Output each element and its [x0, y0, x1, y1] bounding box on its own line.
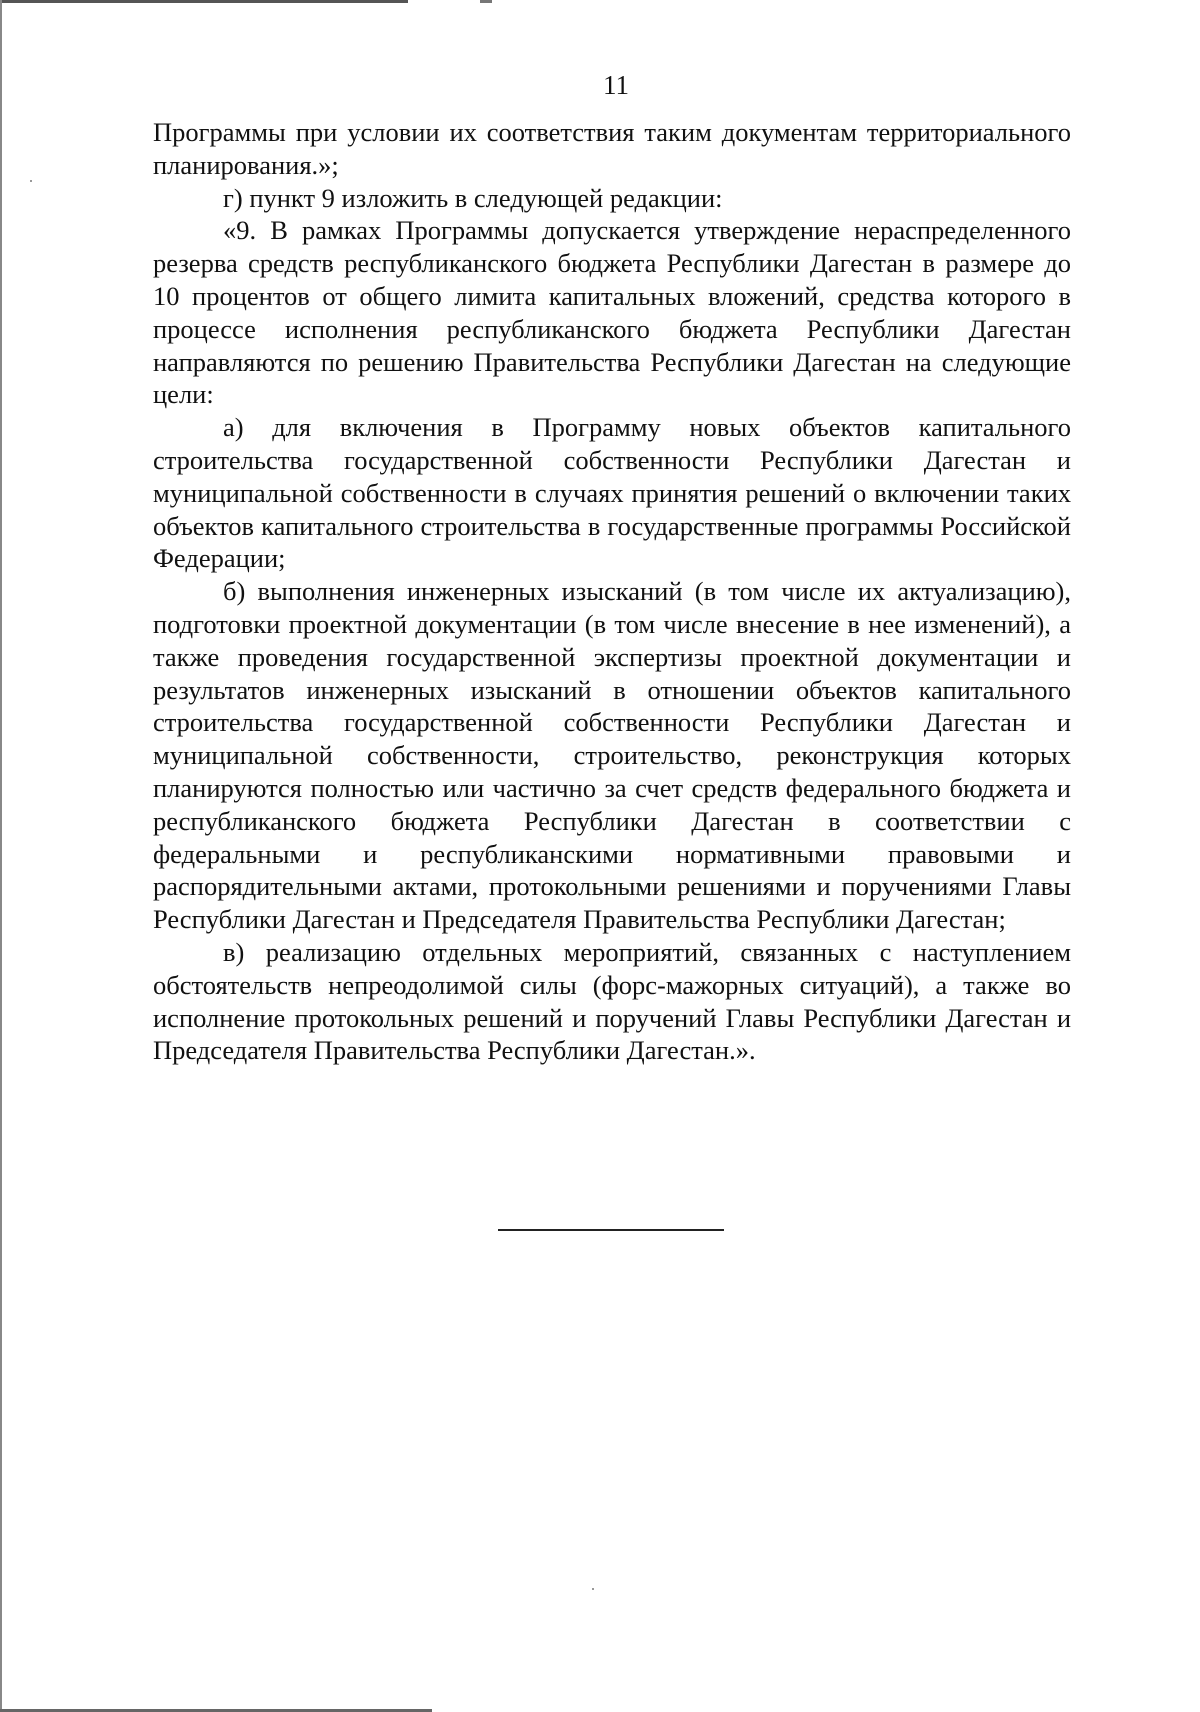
scan-edge-left: [0, 0, 2, 1712]
paragraph-point-9: «9. В рамках Программы допускается утверждение нераспределенного резерва средств республиканского бюджета Республики Дагестан в размере до 10 процентов от общего лимита капитальных вложений, средства которого в процессе исполнения республиканского бюджета Республики Дагестан направляются по решению Правительства Республики Дагестан на следующие цели:: [153, 215, 1071, 410]
end-separator-line: [498, 1229, 724, 1231]
paragraph-subitem-v: в) реализацию отдельных мероприятий, связанных с наступлением обстоятельств непреодолимой силы (форс-мажорных ситуаций), а также во исполнение протокольных решений и поручений Главы Республики Дагестан и Председателя Правительства Республики Дагестан.».: [153, 936, 1071, 1066]
scan-edge-top: [0, 0, 1200, 3]
scan-speck: [592, 1588, 594, 1590]
document-body: [153, 116, 1071, 1067]
paragraph-subitem-a: а) для включения в Программу новых объектов капитального строительства государственной собственности Республики Дагестан и муниципальной собственности в случаях принятия решений о включении таких объектов капитального строительства в государственные программы Российской Федерации;: [153, 412, 1071, 574]
paragraph-item-g: г) пункт 9 изложить в следующей редакции:: [223, 182, 723, 213]
page-number: 11: [603, 70, 629, 100]
scan-speck: [30, 180, 32, 182]
paragraph-subitem-b: б) выполнения инженерных изысканий (в том числе их актуализацию), подготовки проектной документации (в том числе внесение в нее изменений), а также проведения государственной экспертизы проектной документации и результатов инженерных изысканий в отношении объектов капитального строительства государственной собственности Республики Дагестан и муниципальной собственности, строительство, реконструкция которых планируются полностью или частично за счет средств федерального бюджета и республиканского бюджета Республики Дагестан в соответствии с федеральными и республиканскими нормативными правовыми и распорядительными актами, протокольными решениями и поручениями Главы Республики Дагестан и Председателя Правительства Республики Дагестан;: [153, 576, 1071, 935]
paragraph-continuation: Программы при условии их соответствия таким документам территориального планирования.»;: [153, 117, 1071, 180]
